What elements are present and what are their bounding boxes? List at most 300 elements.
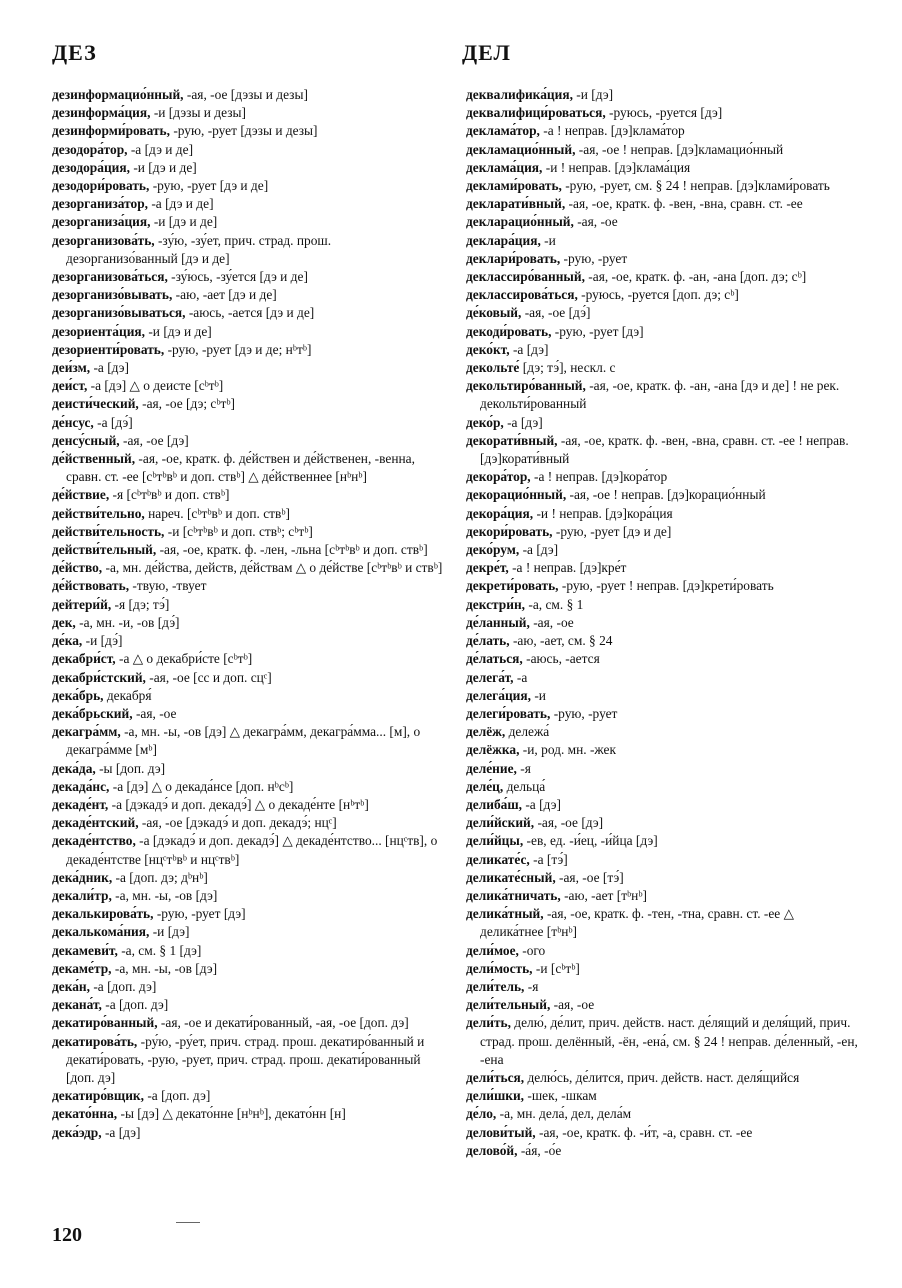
entry-body: -ая, -ое, кратк. ф. -тен, -тна, сравн. ст. -ее △ делика́тнее [тᵇнᵇ] — [480, 906, 794, 940]
entry-body: -а, мн. де́йства, действ, де́йствам △ о де́йстве [сᵇтᵇвᵇ и ствᵇ] — [102, 560, 443, 576]
dictionary-entry — [466, 614, 858, 632]
entry-body: -ая, -ое, кратк. ф. -и́т, -а, сравн. ст. -ее — [535, 1124, 753, 1140]
entry-body: -и [дэ] — [572, 87, 614, 102]
entry-body: -а [доп. дэ] — [144, 1088, 211, 1104]
entry-headword: декато́нна, — [52, 1106, 118, 1122]
dictionary-entry — [52, 414, 444, 432]
entry-headword: деклама́тор, — [466, 123, 540, 139]
entry-headword: декре́т, — [466, 560, 509, 576]
dictionary-entry — [52, 978, 444, 996]
entry-body: -рую, -рует, см. § 24 ! неправ. [дэ]клами́ровать — [561, 178, 830, 194]
dictionary-entry — [466, 1124, 858, 1142]
entry-body: -и, род. мн. -жек — [519, 742, 616, 758]
entry-headword: делика́тный, — [466, 906, 544, 922]
entry-body: -рую, -рует [дэ] — [551, 323, 644, 339]
entry-headword: деликате́сный, — [466, 869, 556, 885]
entry-headword: декаде́нт, — [52, 796, 109, 812]
entry-headword: де́нсус, — [52, 414, 94, 430]
entry-body: -а [дэ] △ о деисте [сᵇтᵇ] — [87, 378, 224, 394]
entry-body: -ая, -ое ! неправ. [дэ]кламацио́нный — [575, 141, 784, 157]
entry-body: -ая, -ое и декати́рованный, -ая, -ое [доп. дэ] — [157, 1015, 409, 1031]
right-running-header: ДЕЛ — [462, 40, 511, 65]
entry-body: -аю, -ает [дэ и де] — [172, 287, 277, 303]
entry-body: -ая, -ое — [550, 997, 595, 1013]
dictionary-entry — [466, 1142, 858, 1160]
dictionary-entry — [466, 232, 858, 250]
entry-body: делю́сь, де́лится, прич. действ. наст. деля́щийся — [524, 1069, 800, 1085]
entry-body: -рую, -рует [дэ и де] — [552, 523, 672, 539]
dictionary-entry — [52, 1033, 444, 1088]
dictionary-entry — [52, 213, 444, 231]
entry-body: [дэ; тэ́], нескл. с — [519, 360, 616, 376]
dictionary-entry — [466, 1014, 858, 1069]
entry-body: -руюсь, -руется [дэ] — [605, 105, 723, 121]
entry-body: нареч. [сᵇтᵇвᵇ и доп. ствᵇ] — [144, 505, 290, 521]
entry-headword: декалькирова́ть, — [52, 906, 154, 922]
entry-body: -твую, -твует — [129, 578, 207, 594]
dictionary-entry — [52, 669, 444, 687]
entry-body: -ая, -ое, кратк. ф. -ан, -ана [дэ и де] ! не рек. декольти́рованный — [480, 378, 840, 412]
entry-headword: деклара́ция, — [466, 232, 541, 248]
entry-headword: декрети́ровать, — [466, 578, 559, 594]
entry-body: -а ! неправ. [дэ]клама́тор — [539, 123, 685, 139]
entry-headword: декали́тр, — [52, 887, 112, 903]
dictionary-entry — [466, 195, 858, 213]
entry-headword: дезинформи́ровать, — [52, 123, 170, 139]
entry-body: -и [сᵇтᵇвᵇ и доп. ствᵇ; сᵇтᵇ] — [164, 523, 313, 539]
entry-body: -я [сᵇтᵇвᵇ и доп. ствᵇ] — [109, 487, 230, 503]
entry-headword: де́ка, — [52, 633, 83, 649]
entry-body: -а, мн. -ы, -ов [дэ] — [111, 887, 218, 903]
entry-body: -и ! неправ. [дэ]кора́ция — [533, 505, 673, 521]
entry-headword: действи́тельный, — [52, 542, 157, 558]
dictionary-entry — [52, 814, 444, 832]
entry-body: декабря́ — [103, 687, 152, 703]
dictionary-entry — [466, 286, 858, 304]
dictionary-entry — [52, 159, 444, 177]
dictionary-entry — [466, 596, 858, 614]
entry-body: -а, см. § 1 — [525, 596, 584, 612]
dictionary-entry — [52, 486, 444, 504]
entry-body: -а [дэ] — [90, 360, 130, 376]
entry-headword: декагра́мм, — [52, 724, 121, 740]
entry-headword: деи́зм, — [52, 360, 91, 376]
entry-headword: декаде́нтский, — [52, 815, 139, 831]
dictionary-entry — [466, 669, 858, 687]
entry-headword: дек, — [52, 614, 76, 630]
entry-body: -шек, -шкам — [524, 1088, 597, 1104]
dictionary-entry — [466, 778, 858, 796]
dictionary-entry — [466, 486, 858, 504]
left-column — [52, 86, 444, 1142]
entry-body: -рую, -рует — [560, 250, 628, 266]
entry-body: -а, мн. дела́, дел, дела́м — [496, 1106, 632, 1122]
entry-headword: деликате́с, — [466, 851, 530, 867]
dictionary-entry — [466, 341, 858, 359]
entry-headword: действи́тельность, — [52, 523, 165, 539]
entry-body: -а, мн. -и, -ов [дэ́] — [75, 614, 180, 630]
entry-headword: дека́дник, — [52, 869, 113, 885]
dictionary-entry — [466, 304, 858, 322]
print-mark — [176, 1222, 200, 1223]
entry-headword: декстри́н, — [466, 596, 526, 612]
entry-headword: дели́тель, — [466, 978, 525, 994]
dictionary-entry — [52, 778, 444, 796]
dictionary-entry — [52, 1124, 444, 1142]
entry-body: -а [дэ и де] — [148, 196, 214, 212]
entry-headword: дека́брь, — [52, 687, 104, 703]
dictionary-entry — [52, 1014, 444, 1032]
dictionary-entry — [52, 887, 444, 905]
entry-headword: декатиро́вщик, — [52, 1088, 144, 1104]
entry-headword: делега́ция, — [466, 687, 531, 703]
entry-body: -а [дэ] — [519, 542, 559, 558]
dictionary-entry — [466, 942, 858, 960]
entry-headword: деисти́ческий, — [52, 396, 139, 412]
entry-headword: де́ковый, — [466, 305, 522, 321]
entry-body: -аюсь, -ается [дэ и де] — [185, 305, 315, 321]
entry-headword: дезорганиза́тор, — [52, 196, 148, 212]
entry-headword: де́йственный, — [52, 451, 136, 467]
entry-body: -ая, -ое — [529, 614, 574, 630]
entry-headword: декабри́стский, — [52, 669, 146, 685]
entry-body: -зу́юсь, -зу́ется [дэ и де] — [167, 269, 308, 285]
entry-body: -а́я, -о́е — [517, 1142, 562, 1158]
entry-headword: дезорганизова́ть, — [52, 232, 155, 248]
dictionary-entry — [466, 432, 858, 468]
entry-headword: дейтери́й, — [52, 596, 112, 612]
entry-body: -и ! неправ. [дэ]клама́ция — [542, 159, 691, 175]
entry-body: -ая, -ое [дэ] — [534, 815, 604, 831]
dictionary-entry — [52, 650, 444, 668]
entry-headword: декора́тор, — [466, 469, 531, 485]
entry-headword: декаме́тр, — [52, 960, 112, 976]
entry-headword: декларати́вный, — [466, 196, 566, 212]
dictionary-entry — [466, 760, 858, 778]
dictionary-entry — [52, 541, 444, 559]
dictionary-entry — [466, 414, 858, 432]
entry-body: -ая, -ое [дэ́] — [521, 305, 591, 321]
dictionary-entry — [466, 723, 858, 741]
entry-headword: деклама́ция, — [466, 159, 543, 175]
entry-headword: дели́тельный, — [466, 997, 551, 1013]
dictionary-entry — [466, 1087, 858, 1105]
dictionary-entry — [466, 796, 858, 814]
dictionary-entry — [52, 122, 444, 140]
entry-body: -ру́ю, -ру́ет, прич. страд. прош. декатиро́ванный и декати́ровать, -рую, -рует, прич. страд. прош. декати́рованный [доп. дэ] — [66, 1033, 425, 1085]
entry-body: -аю, -ает, см. § 24 — [509, 633, 613, 649]
dictionary-entry — [466, 177, 858, 195]
dictionary-entry — [52, 232, 444, 268]
entry-headword: декольтиро́ванный, — [466, 378, 586, 394]
entry-headword: декамеви́т, — [52, 942, 118, 958]
entry-headword: дели́мое, — [466, 942, 519, 958]
entry-body: -а ! неправ. [дэ]кора́тор — [530, 469, 668, 485]
entry-headword: деко́кт, — [466, 341, 510, 357]
entry-body: -ая, -ое, кратк. ф. де́йствен и де́йственен, -венна, сравн. ст. -ее [сᵇтᵇвᵇ и доп. ствᵇ] △ де́йственнее [нᵇнᵇ] — [66, 451, 415, 485]
entry-body: -и [сᵇтᵇ] — [532, 960, 580, 976]
entry-body: -ая, -ое, кратк. ф. -лен, -льна [сᵇтᵇвᵇ и доп. ствᵇ] — [156, 542, 428, 558]
entry-body: -ая, -ое [тэ́] — [555, 869, 624, 885]
dictionary-entry — [52, 341, 444, 359]
entry-headword: дека́да, — [52, 760, 96, 776]
entry-body: -а [дэ] — [503, 414, 543, 430]
dictionary-entry — [466, 741, 858, 759]
entry-headword: декаде́нтство, — [52, 833, 136, 849]
entry-body: -ая, -ое [дэ] — [119, 432, 189, 448]
dictionary-entry — [52, 450, 444, 486]
entry-body: -и [дэ и де] — [150, 214, 218, 230]
dictionary-entry — [52, 960, 444, 978]
entry-headword: декольте́ — [466, 360, 520, 376]
entry-headword: дезинформацио́нный, — [52, 87, 184, 102]
entry-body: -аюсь, -ается — [522, 651, 600, 667]
entry-body: -ая, -ое [дэ; сᵇтᵇ] — [138, 396, 235, 412]
entry-body: -а [тэ́] — [529, 851, 568, 867]
entry-headword: дели́ть, — [466, 1015, 511, 1031]
dictionary-entry — [52, 760, 444, 778]
dictionary-entry — [52, 832, 444, 868]
entry-headword: декорацио́нный, — [466, 487, 567, 503]
entry-body: дельца́ — [503, 778, 546, 794]
dictionary-entry — [466, 377, 858, 413]
dictionary-entry — [466, 86, 858, 104]
dictionary-entry — [52, 377, 444, 395]
entry-headword: дели́мость, — [466, 960, 533, 976]
entry-headword: деклассиро́ванный, — [466, 269, 585, 285]
dictionary-entry — [52, 869, 444, 887]
entry-headword: дели́йский, — [466, 815, 535, 831]
dictionary-entry — [52, 359, 444, 377]
entry-body: -а, см. § 1 [дэ] — [117, 942, 202, 958]
dictionary-entry — [466, 832, 858, 850]
entry-body: -ая, -ое [дэкадэ́ и доп. декадэ́; нцᶜ] — [138, 815, 337, 831]
dictionary-entry — [52, 195, 444, 213]
dictionary-entry — [52, 996, 444, 1014]
entry-body: -а △ о декабри́сте [сᵇтᵇ] — [115, 651, 253, 667]
entry-body: -ев, ед. -и́ец, -и́йца [дэ] — [523, 833, 658, 849]
entry-headword: денсу́сный, — [52, 432, 120, 448]
entry-body: -и [дэ и де] — [145, 323, 212, 339]
dictionary-entry — [466, 814, 858, 832]
dictionary-entry — [466, 687, 858, 705]
entry-headword: дека́н, — [52, 978, 90, 994]
entry-body: -зу́ю, -зу́ет, прич. страд. прош. дезорганизо́ванный [дэ и де] — [66, 232, 332, 266]
dictionary-entry — [52, 177, 444, 195]
entry-headword: дезориента́ция, — [52, 323, 145, 339]
entry-headword: декора́ция, — [466, 505, 534, 521]
entry-body: -рую, -рует [дэ и де] — [149, 178, 269, 194]
dictionary-entry — [466, 851, 858, 869]
entry-body: -а — [513, 669, 528, 685]
right-column — [466, 86, 858, 1160]
entry-headword: делиба́ш, — [466, 796, 522, 812]
entry-headword: действи́тельно, — [52, 505, 145, 521]
dictionary-entry — [466, 359, 858, 377]
dictionary-entry — [52, 304, 444, 322]
entry-headword: декори́ровать, — [466, 523, 553, 539]
entry-body: -ая, -ое [сс и доп. сцᶜ] — [145, 669, 272, 685]
entry-body: -а, мн. -ы, -ов [дэ] — [111, 960, 218, 976]
entry-headword: деле́ние, — [466, 760, 517, 776]
entry-body: -рую, -рует ! неправ. [дэ]крети́ровать — [558, 578, 774, 594]
dictionary-entry — [466, 141, 858, 159]
dictionary-entry — [52, 923, 444, 941]
dictionary-entry — [52, 104, 444, 122]
entry-headword: дели́ться, — [466, 1069, 525, 1085]
entry-headword: деи́ст, — [52, 378, 88, 394]
dictionary-entry — [466, 213, 858, 231]
entry-headword: декада́нс, — [52, 778, 110, 794]
dictionary-entry — [52, 268, 444, 286]
entry-headword: дели́шки, — [466, 1088, 525, 1104]
entry-headword: де́ло, — [466, 1106, 497, 1122]
entry-headword: декатиро́ванный, — [52, 1015, 158, 1031]
entry-headword: делега́т, — [466, 669, 514, 685]
entry-headword: де́йствовать, — [52, 578, 130, 594]
dictionary-entry — [466, 122, 858, 140]
dictionary-entry — [52, 395, 444, 413]
entry-headword: де́латься, — [466, 651, 523, 667]
dictionary-entry — [466, 905, 858, 941]
entry-body: -а [дэкадэ́ и доп. декадэ́] △ декаде́нтство... [нцᶜтв], о декаде́нтстве [нцᶜтᵇвᵇ и нцᶜтвᵇ] — [66, 833, 438, 867]
entry-headword: декорати́вный, — [466, 432, 558, 448]
dictionary-entry — [52, 1087, 444, 1105]
entry-body: -ая, -ое [дэзы и дезы] — [183, 87, 308, 102]
entry-headword: декана́т, — [52, 997, 102, 1013]
entry-body: -ая, -ое — [573, 214, 618, 230]
entry-body: -а, мн. -ы, -ов [дэ] △ декагра́мм, декагра́мма... [м], о декагра́мме [мᵇ] — [66, 724, 421, 758]
dictionary-entry — [52, 505, 444, 523]
entry-headword: деквалифици́роваться, — [466, 105, 606, 121]
dictionary-entry — [466, 1069, 858, 1087]
entry-headword: дека́эдр, — [52, 1124, 102, 1140]
entry-body: -а [доп. дэ] — [101, 997, 169, 1013]
entry-headword: деле́ц, — [466, 778, 504, 794]
entry-headword: деклами́ровать, — [466, 178, 562, 194]
entry-body: -а [дэ и де] — [127, 141, 194, 157]
entry-headword: декабри́ст, — [52, 651, 116, 667]
dictionary-entry — [52, 796, 444, 814]
dictionary-entry — [52, 523, 444, 541]
entry-body: -а [доп. дэ] — [90, 978, 157, 994]
entry-headword: делеги́ровать, — [466, 705, 551, 721]
entry-headword: деквалифика́ция, — [466, 87, 573, 102]
entry-headword: де́ланный, — [466, 614, 530, 630]
dictionary-entry — [466, 505, 858, 523]
dictionary-entry — [466, 541, 858, 559]
entry-headword: дезорганизо́вывать, — [52, 287, 173, 303]
entry-body: -и [дэ и де] — [129, 159, 197, 175]
entry-headword: де́лать, — [466, 633, 510, 649]
entry-headword: дезорганизова́ться, — [52, 269, 168, 285]
dictionary-entry — [466, 104, 858, 122]
page-number: 120 — [52, 1224, 82, 1246]
entry-headword: деко́рум, — [466, 542, 520, 558]
entry-body: -и [дэ́] — [82, 633, 123, 649]
dictionary-entry — [52, 723, 444, 759]
entry-body: -и — [530, 687, 546, 703]
dictionary-entry — [52, 432, 444, 450]
dictionary-entry — [52, 687, 444, 705]
entry-headword: декатирова́ть, — [52, 1033, 138, 1049]
entry-headword: дезинформа́ция, — [52, 105, 151, 121]
dictionary-entry — [466, 268, 858, 286]
dictionary-entry — [466, 159, 858, 177]
dictionary-entry — [52, 559, 444, 577]
dictionary-entry — [52, 141, 444, 159]
dictionary-entry — [466, 323, 858, 341]
dictionary-entry — [466, 523, 858, 541]
entry-headword: делови́тый, — [466, 1124, 536, 1140]
entry-body: -я — [524, 978, 539, 994]
left-running-header: ДЕЗ — [52, 40, 97, 65]
dictionary-entry — [52, 614, 444, 632]
entry-body: -а [дэкадэ́ и доп. декадэ́] △ о декаде́нте [нᵇтᵇ] — [108, 796, 369, 812]
entry-headword: де́йствие, — [52, 487, 110, 503]
entry-body: -а [дэ] △ о декада́нсе [доп. нᵇсᵇ] — [109, 778, 294, 794]
entry-body: -а [доп. дэ; дᵇнᵇ] — [112, 869, 208, 885]
entry-headword: дели́йцы, — [466, 833, 524, 849]
dictionary-entry — [466, 887, 858, 905]
entry-headword: деко́р, — [466, 414, 504, 430]
entry-body: -ы [дэ] △ декато́нне [нᵇнᵇ], декато́нн [н] — [117, 1106, 346, 1122]
dictionary-entry — [466, 250, 858, 268]
dictionary-entry — [52, 86, 444, 104]
entry-headword: делово́й, — [466, 1142, 518, 1158]
dictionary-entry — [52, 905, 444, 923]
dictionary-entry — [52, 705, 444, 723]
entry-headword: дезодора́ция, — [52, 159, 130, 175]
entry-body: -а ! неправ. [дэ]кре́т — [508, 560, 627, 576]
entry-headword: дезориенти́ровать, — [52, 341, 165, 357]
entry-body: -а [дэ] — [101, 1124, 141, 1140]
dictionary-entry — [466, 650, 858, 668]
entry-body: -и [дэзы и дезы] — [150, 105, 246, 121]
entry-headword: деклари́ровать, — [466, 250, 561, 266]
entry-headword: де́йство, — [52, 560, 103, 576]
entry-headword: дезодора́тор, — [52, 141, 128, 157]
entry-body: -и — [540, 232, 556, 248]
dictionary-entry — [52, 632, 444, 650]
entry-headword: делика́тничать, — [466, 887, 561, 903]
entry-headword: декоди́ровать, — [466, 323, 552, 339]
entry-body: -рую, -рует [дэ и де; нᵇтᵇ] — [164, 341, 312, 357]
dictionary-entry — [466, 996, 858, 1014]
dictionary-entry — [466, 978, 858, 996]
dictionary-entry — [466, 559, 858, 577]
entry-headword: дезорганизо́вываться, — [52, 305, 186, 321]
entry-body: -а [дэ] — [509, 341, 549, 357]
dictionary-entry — [52, 596, 444, 614]
entry-headword: декларацио́нный, — [466, 214, 574, 230]
entry-body: -ая, -ое ! неправ. [дэ]корацио́нный — [566, 487, 766, 503]
entry-body: -и [дэ] — [149, 924, 190, 940]
entry-headword: делёжка, — [466, 742, 520, 758]
entry-headword: декалькома́ния, — [52, 924, 150, 940]
entry-body: -я [дэ; тэ́] — [111, 596, 170, 612]
dictionary-entry — [466, 960, 858, 978]
dictionary-entry — [52, 577, 444, 595]
entry-body: -а [дэ] — [522, 796, 561, 812]
entry-headword: дезодори́ровать, — [52, 178, 150, 194]
dictionary-entry — [52, 286, 444, 304]
entry-body: -ая, -ое — [132, 705, 177, 721]
entry-body: -ого — [518, 942, 546, 958]
dictionary-entry — [466, 632, 858, 650]
dictionary-entry — [466, 869, 858, 887]
entry-body: -рую, -рует [дэзы и дезы] — [169, 123, 318, 139]
